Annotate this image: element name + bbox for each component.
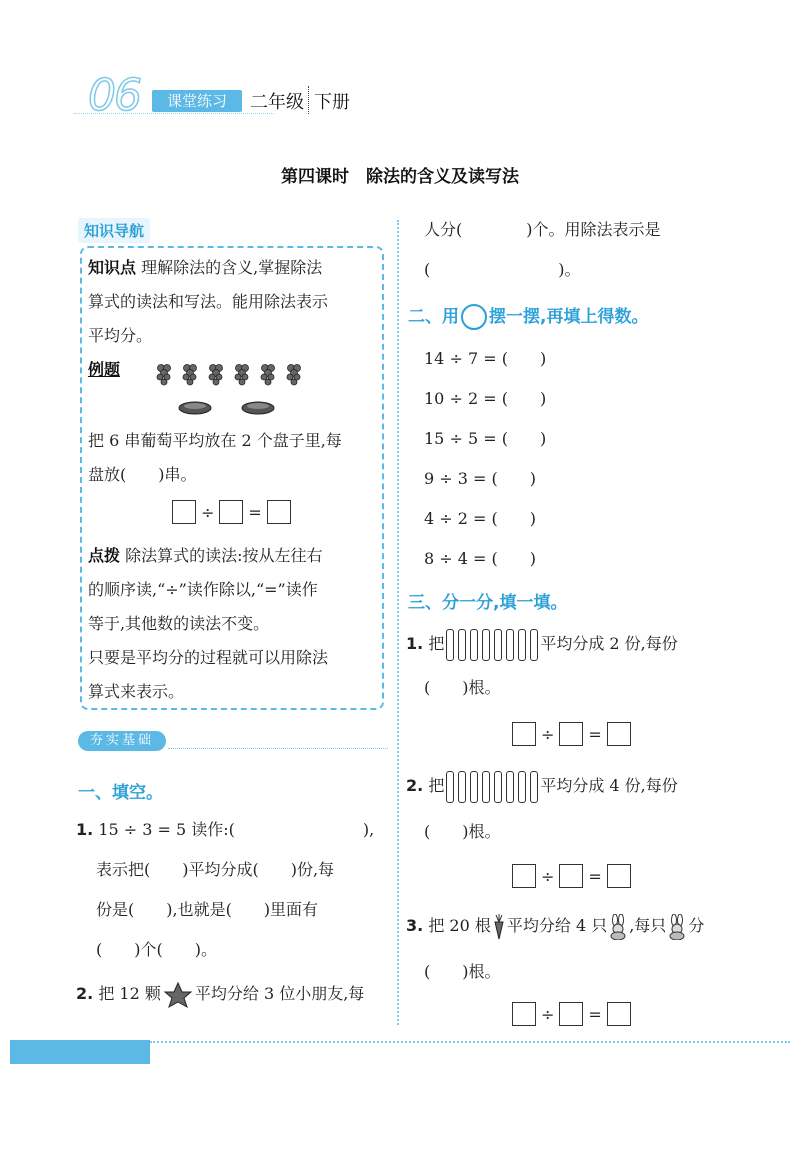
- knowledge-point-text-1: 理解除法的含义,掌握除法: [141, 258, 323, 277]
- sticks-icon: [444, 634, 540, 653]
- header-separator: [308, 86, 310, 114]
- header-tab: 课堂练习: [152, 90, 242, 112]
- part2-equation: 14 ÷ 7 = ( ): [424, 349, 547, 368]
- part1-q1-line-3: 份是( ),也就是( )里面有: [96, 900, 319, 919]
- part3-q3-equation: ÷ =: [512, 1002, 631, 1026]
- part1-q2-line-3: ( )。: [424, 260, 581, 279]
- part3-q2-line-1: 2. 把 平均分成 4 份,每份: [406, 770, 678, 803]
- example-tag: 例题: [88, 360, 121, 379]
- basics-banner: 夯实基础: [78, 731, 166, 751]
- part1-q1-line-2: 表示把( )平均分成( )份,每: [96, 860, 335, 879]
- answer-box[interactable]: [607, 1002, 631, 1026]
- circle-icon: [461, 304, 487, 330]
- header-grade: 二年级: [250, 92, 304, 113]
- header-underline: [74, 113, 274, 115]
- grapes-and-plates-illustration: [150, 358, 310, 418]
- part3-q3-line-2: ( )根。: [424, 962, 501, 981]
- part2-equation: 8 ÷ 4 = ( ): [424, 549, 537, 568]
- answer-box[interactable]: [219, 500, 243, 524]
- part2-equation: 15 ÷ 5 = ( ): [424, 429, 547, 448]
- part3-q3-line-1: 3. 把 20 根 平均分给 4 只 ,每只 分: [406, 910, 704, 942]
- example-equation: ÷ =: [172, 500, 291, 524]
- part1-q1-line-1: 1. 15 ÷ 3 = 5 读作:( ),: [76, 820, 375, 839]
- part1-q2-line-2: 人分( )个。用除法表示是: [424, 220, 661, 239]
- part1-q1-line-4: ( )个( )。: [96, 940, 217, 959]
- sticks-icon: [444, 776, 540, 795]
- answer-box[interactable]: [607, 722, 631, 746]
- part3-q2-equation: ÷ =: [512, 864, 631, 888]
- lesson-title: 第四课时 除法的含义及读写法: [281, 167, 519, 187]
- answer-box[interactable]: [559, 722, 583, 746]
- star-icon: [163, 981, 193, 1009]
- part3-q1-equation: ÷ =: [512, 722, 631, 746]
- part1-q2-line-1: 2. 把 12 颗 平均分给 3 位小朋友,每: [76, 978, 364, 1010]
- answer-box[interactable]: [172, 500, 196, 524]
- knowledge-point-tag: 知识点: [88, 258, 137, 277]
- footer-bar: [10, 1040, 150, 1064]
- column-divider: [397, 220, 399, 1025]
- part3-q2-line-2: ( )根。: [424, 822, 501, 841]
- rabbit-icon: [666, 914, 688, 940]
- plate-icon: [179, 402, 274, 414]
- rabbit-icon: [607, 914, 629, 940]
- answer-box[interactable]: [607, 864, 631, 888]
- tip-line-1: 点拨 除法算式的读法:按从左往右: [88, 546, 323, 565]
- answer-box[interactable]: [512, 1002, 536, 1026]
- tip-text-4: 只要是平均分的过程就可以用除法: [88, 648, 329, 667]
- knowledge-section-label: 知识导航: [78, 218, 150, 243]
- knowledge-point-text-3: 平均分。: [88, 326, 153, 345]
- part2-heading: 二、用 摆一摆,再填上得数。: [408, 302, 648, 330]
- part3-q1-line-1: 1. 把 平均分成 2 份,每份: [406, 628, 678, 661]
- carrot-icon: [491, 914, 507, 940]
- grapes-icon: [157, 365, 301, 386]
- answer-box[interactable]: [267, 500, 291, 524]
- knowledge-point-line-1: [88, 252, 322, 284]
- page-number: 06: [88, 70, 140, 121]
- part2-equation: 9 ÷ 3 = ( ): [424, 469, 537, 488]
- part1-heading: 一、填空。: [78, 783, 163, 803]
- tip-text-2: 的顺序读,“÷”读作除以,“=”读作: [88, 580, 318, 599]
- answer-box[interactable]: [559, 1002, 583, 1026]
- tip-text-3: 等于,其他数的读法不变。: [88, 614, 270, 633]
- basics-divider: [168, 748, 388, 749]
- part3-q1-line-2: ( )根。: [424, 678, 501, 697]
- part2-equation: 4 ÷ 2 = ( ): [424, 509, 537, 528]
- part3-heading: 三、分一分,填一填。: [408, 593, 568, 613]
- answer-box[interactable]: [559, 864, 583, 888]
- answer-box[interactable]: [512, 722, 536, 746]
- tip-text-5: 算式来表示。: [88, 682, 185, 701]
- knowledge-point-text-2: 算式的读法和写法。能用除法表示: [88, 292, 329, 311]
- footer-line: [150, 1041, 790, 1043]
- example-text-1: 把 6 串葡萄平均放在 2 个盘子里,每: [88, 431, 342, 450]
- header-volume: 下册: [314, 92, 350, 113]
- tip-tag: 点拨: [88, 546, 121, 565]
- example-text-2: 盘放( )串。: [88, 465, 197, 484]
- answer-box[interactable]: [512, 864, 536, 888]
- part2-equation: 10 ÷ 2 = ( ): [424, 389, 547, 408]
